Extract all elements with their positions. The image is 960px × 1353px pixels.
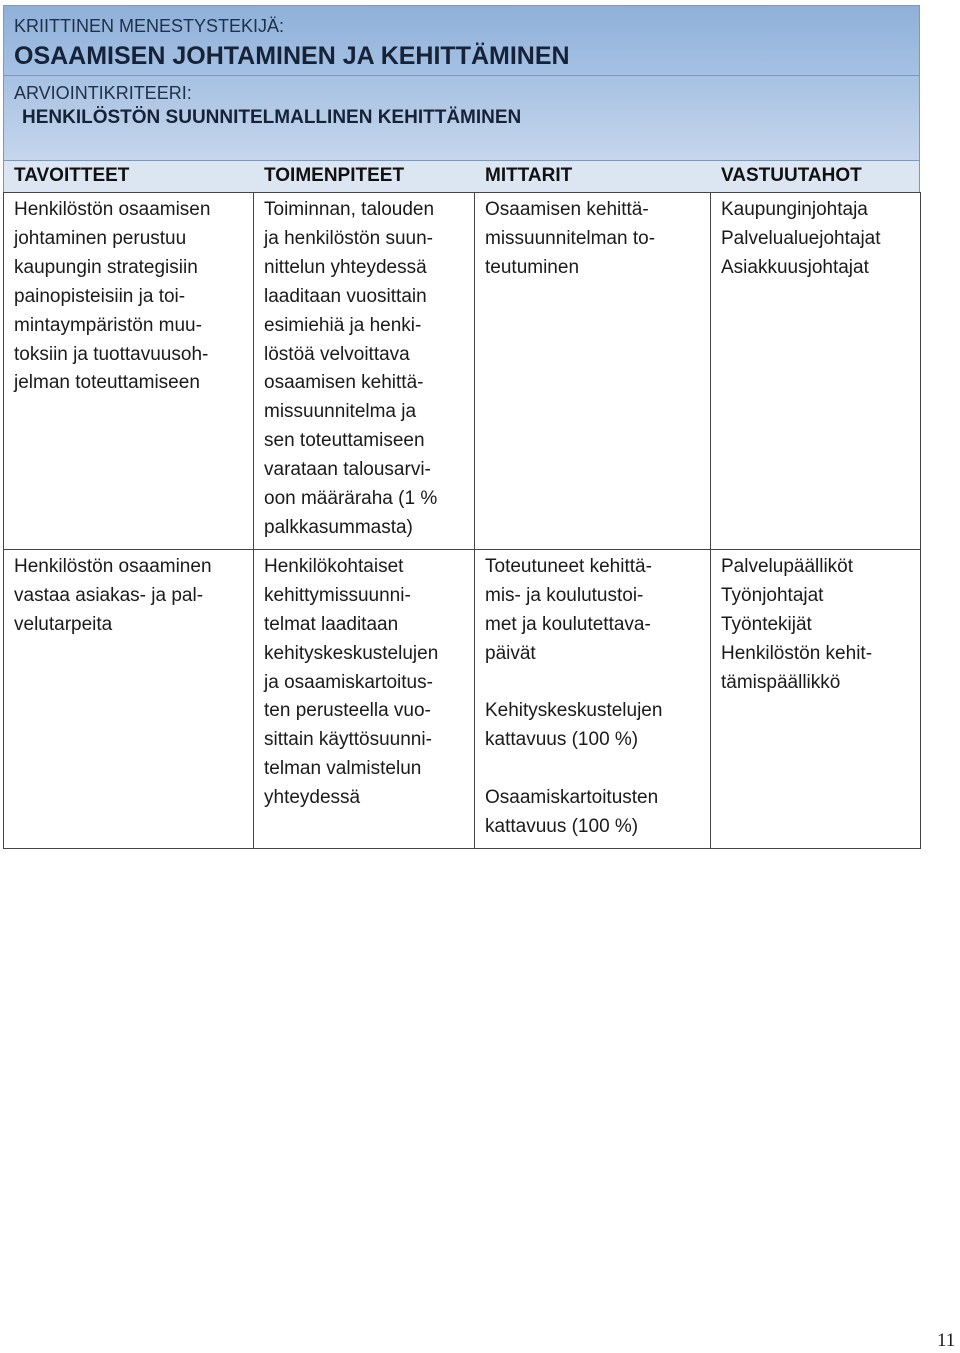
table-row	[4, 549, 921, 848]
column-header-vastuutahot: VASTUUTAHOT	[721, 165, 862, 186]
responsible-cell: Palvelupäälliköt Työnjohtajat Työntekijät Henkilöstön kehit- tämispäällikkö	[711, 549, 921, 848]
table-header	[3, 161, 920, 192]
criterion-label: ARVIOINTIKRITEERI:	[14, 83, 192, 103]
goal-cell: Henkilöstön osaamisen johtaminen perustuu kaupungin strategisiin painopisteisiin ja toi- mintaympäristön muu- toksiin ja tuottavuusoh- jelman toteuttamiseen	[4, 193, 254, 550]
criterion-title: HENKILÖSTÖN SUUNNITELMALLINEN KEHITTÄMINEN	[22, 107, 522, 128]
action-cell: Henkilökohtaiset kehittymissuunni- telmat laaditaan kehityskeskustelujen ja osaamiskartoitus- ten perusteella vuo- sittain käyttösuunni- telman valmistelun yhteydessä	[254, 549, 475, 848]
critical-factor-title: OSAAMISEN JOHTAMINEN JA KEHITTÄMINEN	[14, 42, 570, 70]
action-cell: Toiminnan, talouden ja henkilöstön suun- nittelun yhteydessä laaditaan vuosittain esimiehiä ja henki- löstöä velvoittava osaamisen kehittä- missuunnitelma ja sen toteuttamiseen varataan talousarvi- oon määräraha (1 % palkkasummasta)	[254, 193, 475, 550]
criteria-table	[3, 192, 921, 849]
metric-cell: Osaamisen kehittä- missuunnitelman to- teutuminen	[475, 193, 711, 550]
table-row	[4, 193, 921, 550]
critical-factor-label: KRIITTINEN MENESTYSTEKIJÄ:	[14, 16, 285, 36]
page-number: 11	[937, 1330, 956, 1351]
goal-cell: Henkilöstön osaaminen vastaa asiakas- ja pal- velutarpeita	[4, 549, 254, 848]
column-header-tavoitteet: TAVOITTEET	[14, 165, 130, 186]
title-banner	[3, 5, 920, 161]
responsible-cell: Kaupunginjohtaja Palvelualuejohtajat Asiakkuusjohtajat	[711, 193, 921, 550]
column-header-mittarit: MITTARIT	[485, 165, 573, 186]
column-header-toimenpiteet: TOIMENPITEET	[264, 165, 405, 186]
banner-divider	[4, 75, 919, 76]
metric-cell: Toteutuneet kehittä- mis- ja koulutustoi- met ja koulutettava- päivät Kehityskeskustelujen kattavuus (100 %) Osaamiskartoitusten kattavuus (100 %)	[475, 549, 711, 848]
